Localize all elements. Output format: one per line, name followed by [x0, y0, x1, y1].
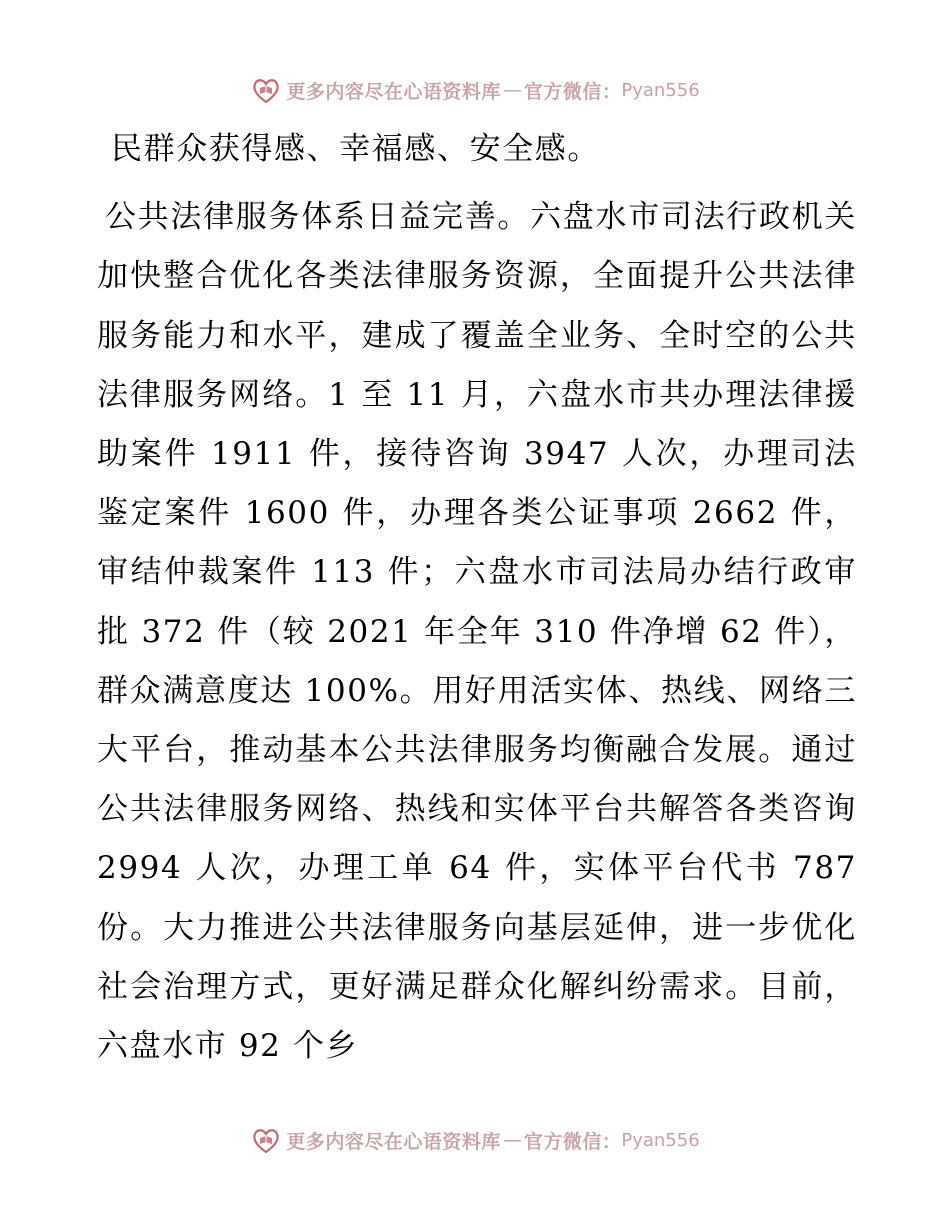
- watermark-separator: —: [502, 1129, 522, 1151]
- watermark-separator: —: [502, 79, 522, 101]
- watermark-brand-text: 更多内容尽在心语资料库: [286, 80, 501, 103]
- heart-book-logo-icon: [250, 74, 282, 106]
- document-body: [97, 120, 857, 1076]
- watermark-wechat-label: 官方微信：: [523, 80, 622, 103]
- heart-book-logo-icon: [250, 1124, 282, 1156]
- header-watermark-banner: [0, 70, 950, 110]
- paragraph-continuation: 民群众获得感、幸福感、安全感。: [111, 131, 600, 167]
- paragraph-public-legal-services: 公共法律服务体系日益完善。六盘水市司法行政机关加快整合优化各类法律服务资源，全面提升公共法律服务能力和水平，建成了覆盖全业务、全时空的公共法律服务网络。1 至 11 月，六盘水市共办理法律援助案件 1911 件，接待咨询 3947 人次，办理司法鉴定案件 1600 件，办理各类公证事项 2662 件，审结仲裁案件 113 件；六盘水市司法局办结行政审批 372 件（较 2021 年全年 310 件净增 62 件），群众满意度达 100%。用好用活实体、热线、网络三大平台，推动基本公共法律服务均衡融合发展。通过公共法律服务网络、热线和实体平台共解答各类咨询 2994 人次，办理工单 64 件，实体平台代书 787 份。大力推进公共法律服务向基层延伸，进一步优化社会治理方式，更好满足群众化解纠纷需求。目前，六盘水市 92 个乡: [97, 199, 857, 1065]
- watermark-brand-text: 更多内容尽在心语资料库: [286, 1130, 501, 1153]
- watermark-wechat-id: Pyan556: [621, 79, 700, 101]
- watermark-wechat-label: 官方微信：: [523, 1130, 622, 1153]
- watermark-wechat-id: Pyan556: [621, 1129, 700, 1151]
- footer-watermark-banner: [0, 1120, 950, 1160]
